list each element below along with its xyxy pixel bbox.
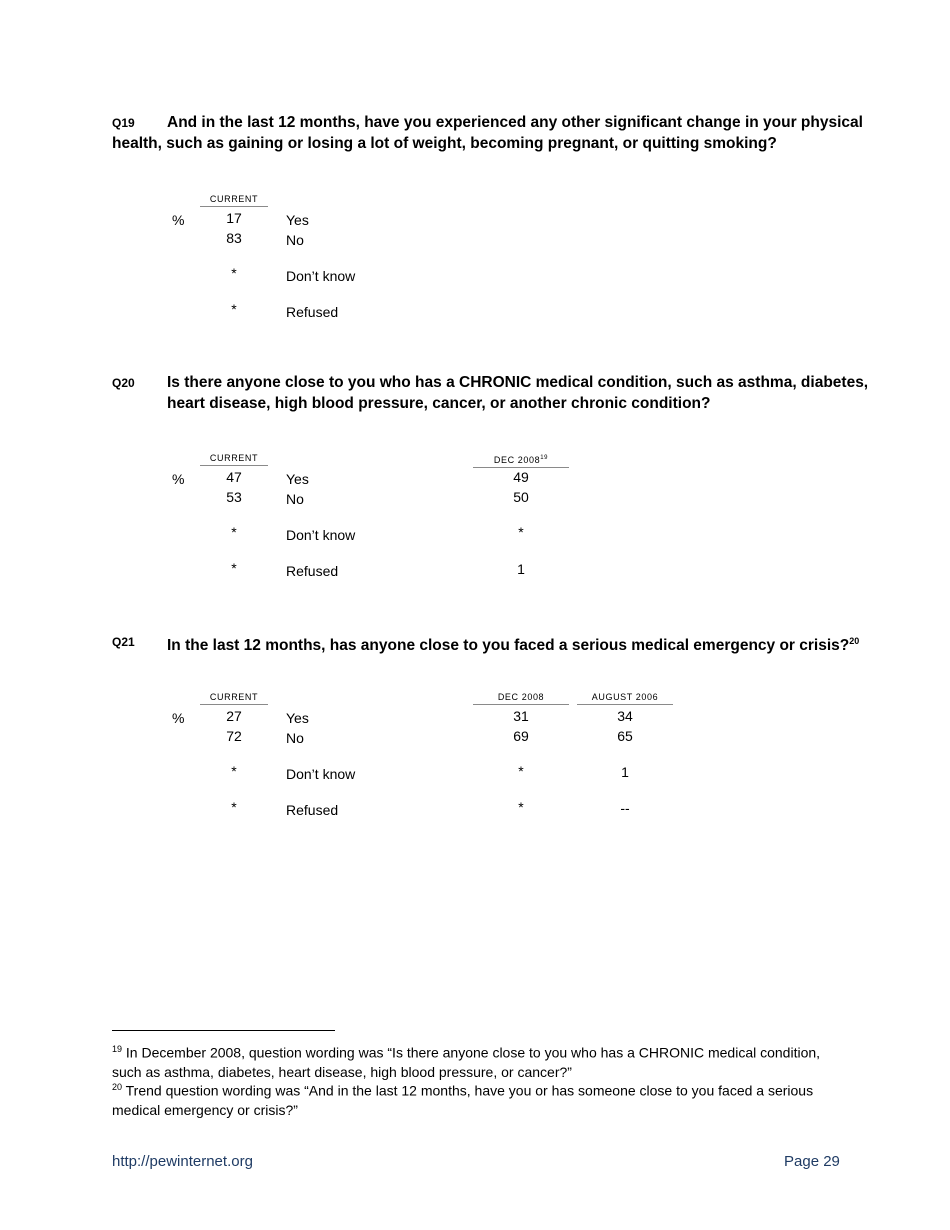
footer-url-link[interactable]: http://pewinternet.org — [112, 1153, 253, 1170]
q20-yes-current: 47 — [226, 469, 242, 485]
footnote-19 — [112, 1040, 842, 1082]
q19-yes-current: 17 — [226, 210, 242, 226]
q19-number: Q19 — [112, 116, 135, 130]
footnote-20-line2: medical emergency or crisis?” — [112, 1101, 298, 1118]
footnote-19-number: 19 — [112, 1044, 123, 1054]
q21-col-current: CURRENT — [200, 692, 268, 705]
q20-refused-label: Refused — [286, 563, 339, 579]
q21-refused-label: Refused — [286, 802, 339, 818]
q21-col-aug2006: AUGUST 2006 — [577, 692, 673, 705]
q21-yes-dec2008: 31 — [513, 708, 529, 724]
q20-no-current: 53 — [226, 489, 242, 505]
q21-no-aug2006: 65 — [617, 728, 633, 744]
q20-number: Q20 — [112, 376, 135, 390]
q21-col-dec2008: DEC 2008 — [473, 692, 569, 705]
q19-refused-label: Refused — [286, 304, 339, 320]
q20-yes-dec2008: 49 — [513, 469, 529, 485]
q19-refused-current: * — [231, 301, 237, 317]
q21-question: In the last 12 months, has anyone close to you faced a serious medical emergency or crisis?$^{20}$ — [167, 636, 860, 655]
q21-percent-sign: % — [172, 710, 185, 726]
q19-dontknow-label: Don’t know — [286, 268, 356, 284]
q21-yes-aug2006: 34 — [617, 708, 633, 724]
q19-question-line1: And in the last 12 months, have you experienced any other significant change in your physical — [167, 114, 863, 131]
footnote-20-line1: Trend question wording was “And in the last 12 months, have you or has someone close to you faced a serious — [122, 1082, 814, 1099]
footnote-20 — [112, 1078, 842, 1120]
q21-refused-dec2008: * — [518, 799, 524, 815]
q20-refused-dec2008: 1 — [517, 561, 525, 577]
q20-refused-current: * — [231, 560, 237, 576]
q20-col-dec2008: DEC 2008$^{19}$ — [473, 453, 569, 468]
q19-percent-sign: % — [172, 212, 185, 228]
q20-question-line2: heart disease, high blood pressure, cancer, or another chronic condition? — [167, 395, 711, 412]
q19-dontknow-current: * — [231, 265, 237, 281]
footnote-19-line2: such as asthma, diabetes, heart disease, high blood pressure, or cancer?” — [112, 1063, 572, 1080]
q20-col-current: CURRENT — [200, 453, 268, 466]
footnote-20-number: 20 — [112, 1082, 123, 1092]
q21-refused-current: * — [231, 799, 237, 815]
q19-yes-label: Yes — [286, 212, 309, 228]
q20-yes-label: Yes — [286, 471, 309, 487]
q19-col-current: CURRENT — [200, 194, 268, 207]
q20-no-label: No — [286, 491, 304, 507]
q20-dontknow-current: * — [231, 524, 237, 540]
q20-question-line1: Is there anyone close to you who has a CHRONIC medical condition, such as asthma, diabetes, — [167, 374, 869, 391]
q21-number: Q21 — [112, 635, 135, 649]
footnote-separator — [112, 1030, 335, 1031]
q21-yes-current: 27 — [226, 708, 242, 724]
q21-no-label: No — [286, 730, 304, 746]
q19-no-label: No — [286, 232, 304, 248]
q20-dontknow-dec2008: * — [518, 524, 524, 540]
q19-question-line2: health, such as gaining or losing a lot of weight, becoming pregnant, or quitting smoking? — [112, 135, 777, 152]
q20-no-dec2008: 50 — [513, 489, 529, 505]
q21-footnote-ref: 20 — [849, 636, 860, 646]
q21-dontknow-current: * — [231, 763, 237, 779]
q21-no-dec2008: 69 — [513, 728, 529, 744]
q21-dontknow-dec2008: * — [518, 763, 524, 779]
page-number: Page 29 — [784, 1153, 840, 1170]
q21-dontknow-label: Don’t know — [286, 766, 356, 782]
footnote-19-line1: In December 2008, question wording was “Is there anyone close to you who has a CHRONIC medical condition, — [122, 1044, 821, 1061]
q21-dontknow-aug2006: 1 — [621, 764, 629, 780]
q21-refused-aug2006: -- — [620, 800, 630, 816]
q21-no-current: 72 — [226, 728, 242, 744]
q21-yes-label: Yes — [286, 710, 309, 726]
q20-dontknow-label: Don’t know — [286, 527, 356, 543]
q19-no-current: 83 — [226, 230, 242, 246]
q20-col-dec2008-footnote-ref: 19 — [540, 455, 549, 461]
q20-percent-sign: % — [172, 471, 185, 487]
